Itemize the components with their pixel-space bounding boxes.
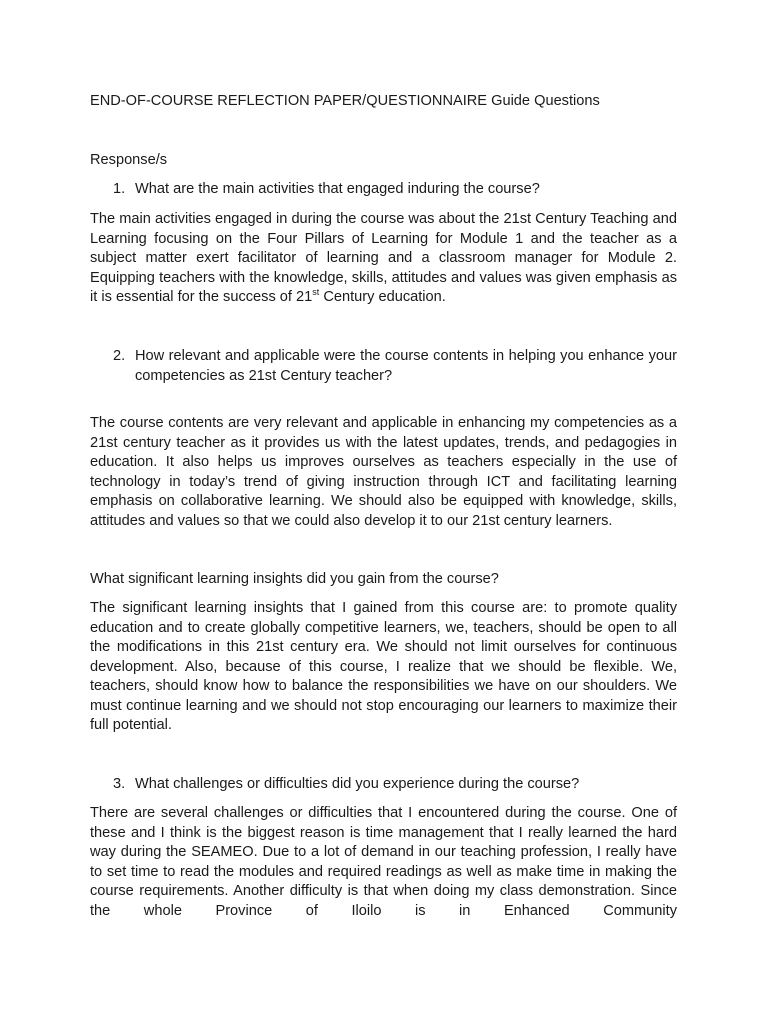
question-2-number: 2.	[113, 348, 126, 364]
question-2	[113, 347, 677, 386]
answer-1-tail: Century education.	[319, 289, 446, 305]
insights-answer: The significant learning insights that I gained from this course are: to promote quality education and to create globally competitive learners, we, teachers, should be open to all the modifications in this 21st century era. We should not limit ourselves for continuous development. Also, because of this course, I realize that we should be flexible. We, teachers, should know how to balance the responsibilities we have on our shoulders. We must continue learning and we should not stop encouraging our learners to maximize their full potential.	[90, 600, 677, 733]
document-title: END-OF-COURSE REFLECTION PAPER/QUESTIONNAIRE Guide Questions	[90, 93, 600, 109]
question-1-number: 1.	[113, 181, 126, 197]
responses-label: Response/s	[90, 152, 168, 168]
answer-1-superscript: st	[312, 287, 320, 298]
question-3	[113, 775, 677, 795]
question-1-text: What are the main activities that engaged induring the course?	[135, 181, 540, 197]
answer-1	[90, 210, 677, 308]
insights-question: What significant learning insights did you gain from the course?	[90, 571, 499, 587]
question-1	[113, 180, 677, 200]
answer-3: There are several challenges or difficulties that I encountered during the course. One of these and I think is the biggest reason is time management that I really learned the hard way during the SEAMEO. Due to a lot of demand in our teaching profession, I really have to set time to read the modules and required readings as well as make time in making the course requirements. Another difficulty is that when doing my class demonstration. Since the whole Province of Iloilo is in Enhanced Community	[90, 805, 677, 919]
question-2-text: How relevant and applicable were the course contents in helping you enhance your competencies as 21st Century teacher?	[135, 348, 677, 384]
question-3-number: 3.	[113, 776, 126, 792]
answer-2: The course contents are very relevant and applicable in enhancing my competencies as a 21st century teacher as it provides us with the latest updates, trends, and pedagogies in education. It also helps us improves ourselves as teachers especially in the use of technology in today’s trend of giving instruction through ICT and facilitating learning emphasis on collaborative learning. We should also be equipped with knowledge, skills, attitudes and values so that we could also develop it to our 21st century learners.	[90, 415, 677, 529]
answer-1-text: The main activities engaged in during the course was about the 21st Century Teaching and Learning focusing on the Four Pillars of Learning for Module 1 and the teacher as a subject matter exert facilitator of learning and a classroom manager for Module 2. Equipping teachers with the knowledge, skills, attitudes and values was given emphasis as it is essential for the success of 21	[90, 211, 677, 305]
question-3-text: What challenges or difficulties did you experience during the course?	[135, 776, 580, 792]
